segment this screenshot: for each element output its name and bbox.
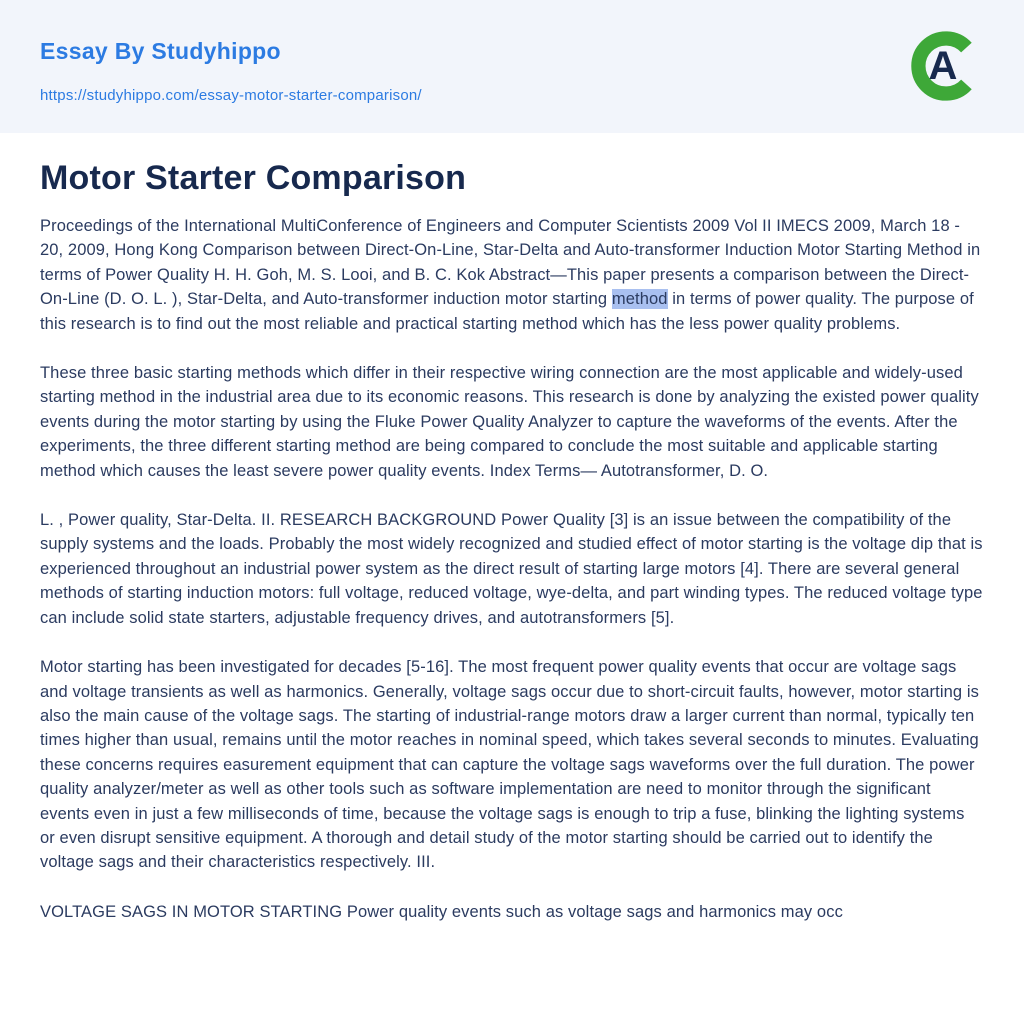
header-text-block <box>40 38 422 105</box>
article-content <box>0 133 1024 924</box>
paragraph-1 <box>40 214 984 336</box>
page-title: Motor Starter Comparison <box>40 159 467 197</box>
paragraph-1-text-before: Proceedings of the International MultiConference of Engineers and Computer Scientists 2009 Vol II IMECS 2009, March 18 - 20, 2009, Hong Kong Comparison between Direct-On-Line, Star-Delta and Auto-transformer Induction Motor Starting Method in terms of Power Quality H. H. Goh, M. S. Looi, and B. C. Kok Abstract—This paper presents a comparison between the Direct-On-Line (D. O. L. ), Star-Delta, and Auto-transformer induction motor starting <box>40 217 981 309</box>
paragraph-2: These three basic starting methods which differ in their respective wiring connection are the most applicable and widely-used starting method in the industrial area due to its economic reasons. This research is done by analyzing the existed power quality events during the motor starting by using the Fluke Power Quality Analyzer to capture the waveforms of the events. After the experiments, the three different starting method are being compared to conclude the most suitable and applicable starting method which causes the least severe power quality events. Index Terms— Autotransformer, D. O. <box>40 364 979 480</box>
paragraph-4: Motor starting has been investigated for decades [5-16]. The most frequent power quality events that occur are voltage sags and voltage transients as well as harmonics. Generally, voltage sags occur due to short-circuit faults, however, motor starting is also the main cause of the voltage sags. The starting of industrial-range motors draw a larger current than normal, typically ten times higher than usual, remains until the motor reaches in nominal speed, which takes several seconds to minutes. Evaluating these concerns requires easurement equipment that can capture the voltage sags waveforms over the full duration. The power quality analyzer/meter as well as other tools such as software implementation are need to monitor through the significant events even in just a few milliseconds of time, because the voltage sags is enough to trip a fuse, blinking the lighting systems or even disrupt sensitive equipment. A thorough and detail study of the motor starting should be carried out to identify the voltage sags and their characteristics respectively. III. <box>40 658 979 872</box>
logo-letter: A <box>928 43 958 88</box>
brand-title: Essay By Studyhippo <box>40 38 281 64</box>
site-header <box>0 0 1024 133</box>
highlighted-word: method <box>611 290 668 309</box>
studyhippo-logo <box>908 28 984 104</box>
paragraph-1-text-after: in terms of power quality. The purpose of this research is to find out the most reliable and practical starting method which has the less power quality problems. <box>40 290 974 333</box>
paragraph-3: L. , Power quality, Star-Delta. II. RESEARCH BACKGROUND Power Quality [3] is an issue between the compatibility of the supply systems and the loads. Probably the most widely recognized and studied effect of motor starting is the voltage dip that is experienced throughout an industrial power system as the direct result of starting large motors [4]. There are several general methods of starting induction motors: full voltage, reduced voltage, wye-delta, and part winding types. The reduced voltage type can include solid state starters, adjustable frequency drives, and autotransformers [5]. <box>40 511 983 627</box>
source-url-link[interactable]: https://studyhippo.com/essay-motor-starter-comparison/ <box>40 87 422 104</box>
paragraph-5: VOLTAGE SAGS IN MOTOR STARTING Power quality events such as voltage sags and harmonics may occ <box>40 902 843 921</box>
